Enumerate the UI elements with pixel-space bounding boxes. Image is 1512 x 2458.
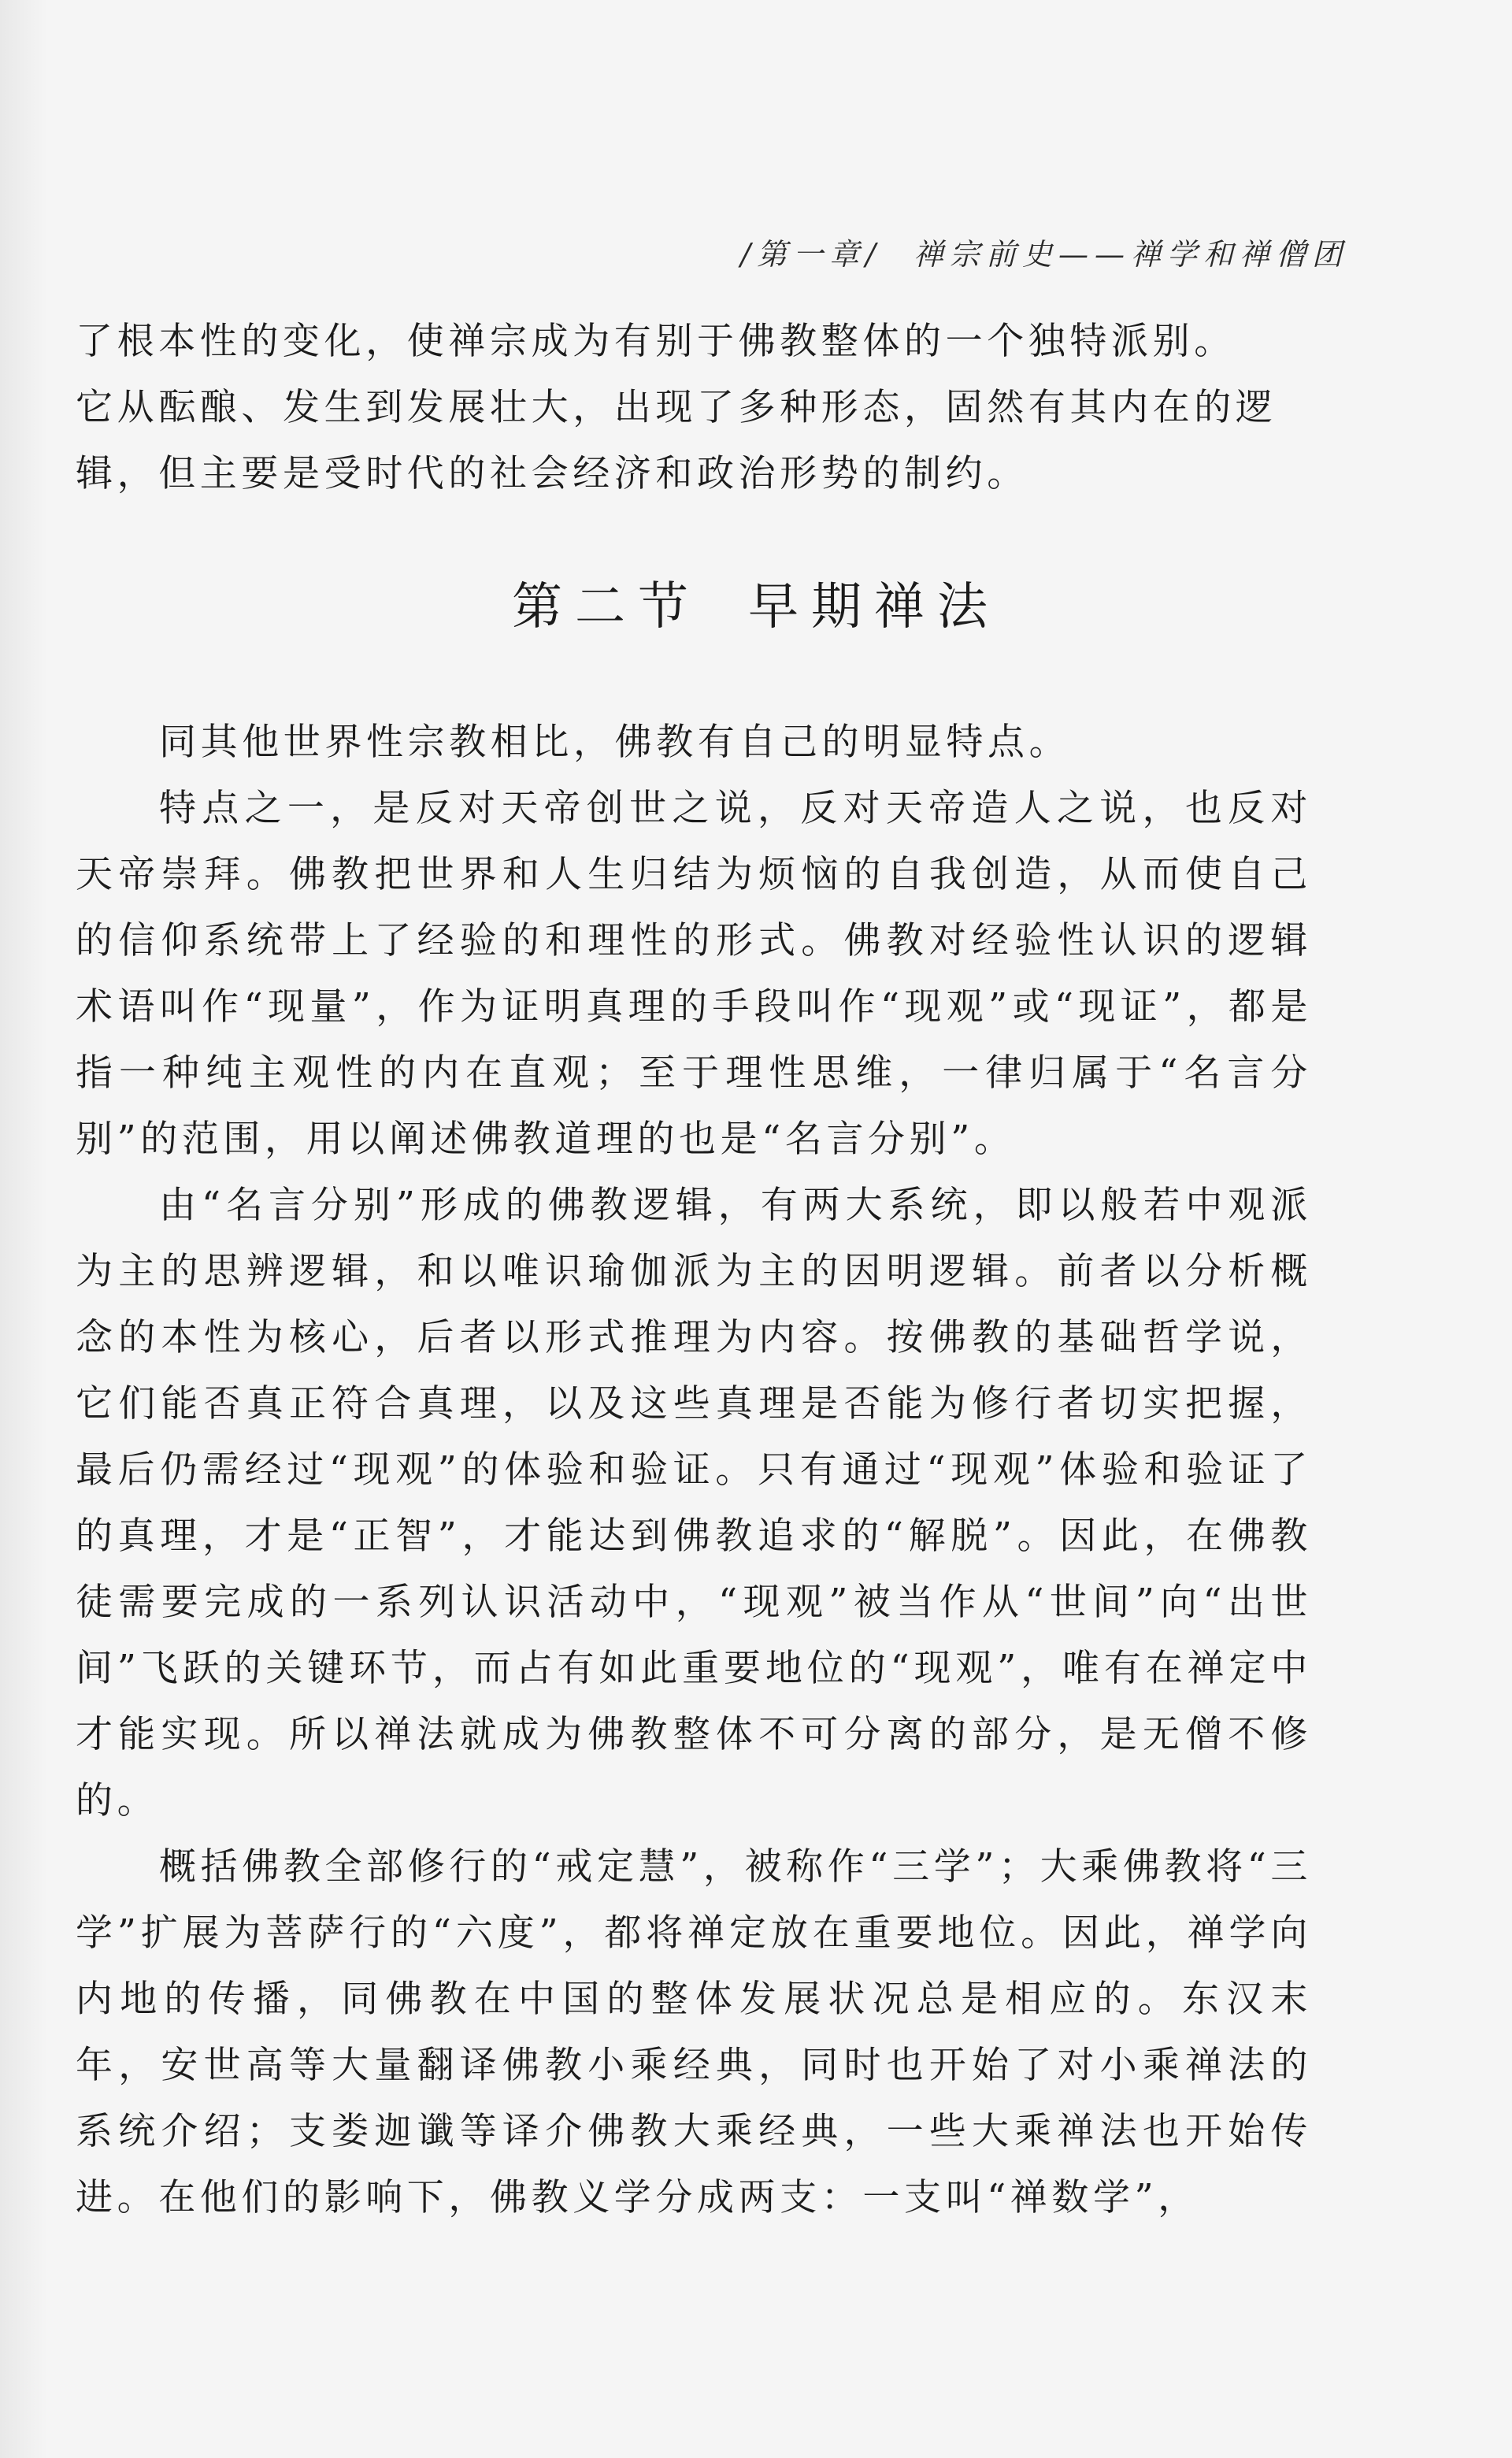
- section-body: [76, 710, 1312, 2231]
- chapter-title: 禅宗前史——禅学和禅僧团: [913, 237, 1348, 272]
- page-gutter-shadow: [0, 0, 47, 2458]
- text-line: 了根本性的变化，使禅宗成为有别于佛教整体的一个独特派别。: [76, 320, 1236, 363]
- section-number: 第二节: [512, 578, 701, 636]
- running-header: [740, 230, 1348, 273]
- section-heading: [0, 572, 1512, 643]
- paragraph: 由“名言分别”形成的佛教逻辑，有两大系统，即以般若中观派为主的思辨逻辑，和以唯识瑜伽派为主的因明逻辑。前者以分析概念的本性为核心，后者以形式推理为内容。按佛教的基础哲学说，它们能否真正符合真理，以及这些真理是否能为修行者切实把握，最后仍需经过“现观”的体验和验证。只有通过“现观”体验和验证了的真理，才是“正智”，才能达到佛教追求的“解脱”。因此，在佛教徒需要完成的一系列认识活动中，“现观”被当作从“世间”向“出世间”飞跃的关键环节，而占有如此重要地位的“现观”，唯有在禅定中才能实现。所以禅法就成为佛教整体不可分离的部分，是无僧不修的。: [76, 1184, 1312, 1822]
- continued-text-block: [76, 309, 1312, 507]
- section-title: 早期禅法: [748, 578, 1000, 636]
- paragraph: 概括佛教全部修行的“戒定慧”，被称作“三学”；大乘佛教将“三学”扩展为菩萨行的“六度”，都将禅定放在重要地位。因此，禅学向内地的传播，同佛教在中国的整体发展状况总是相应的。东汉末年，安世高等大量翻译佛教小乘经典，同时也开始了对小乘禅法的系统介绍；支娄迦谶等译介佛教大乘经典，一些大乘禅法也开始传进。在他们的影响下，佛教义学分成两支：一支叫“禅数学”，: [76, 1845, 1312, 2219]
- paragraph: 同其他世界性宗教相比，佛教有自己的明显特点。: [159, 721, 1071, 764]
- paragraph: 特点之一，是反对天帝创世之说，反对天帝造人之说，也反对天帝崇拜。佛教把世界和人生归结为烦恼的自我创造，从而使自己的信仰系统带上了经验的和理性的形式。佛教对经验性认识的逻辑术语叫作“现量”，作为证明真理的手段叫作“现观”或“现证”，都是指一种纯主观性的内在直观；至于理性思维，一律归属于“名言分别”的范围，用以阐述佛教道理的也是“名言分别”。: [76, 787, 1312, 1161]
- chapter-label: /第一章/: [740, 237, 882, 272]
- text-line: 辑，但主要是受时代的社会经济和政治形势的制约。: [76, 452, 1028, 495]
- text-line: 它从酝酿、发生到发展壮大，出现了多种形态，固然有其内在的逻: [76, 386, 1277, 429]
